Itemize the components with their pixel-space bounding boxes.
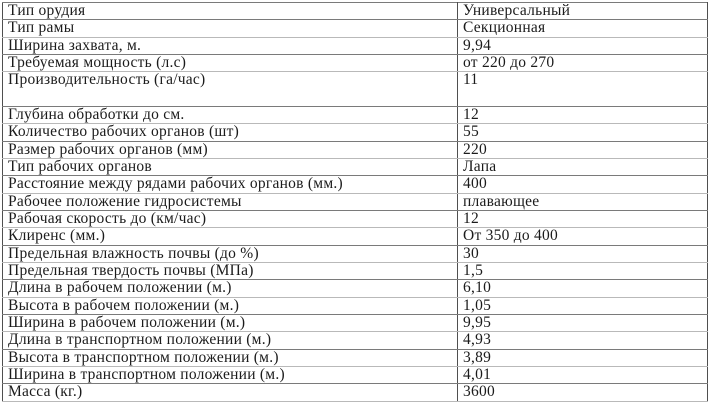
value-cell: Лапа: [458, 158, 708, 175]
value-cell: 3,89: [458, 349, 708, 366]
param-cell: Предельная твердость почвы (МПа): [3, 262, 458, 279]
table-row: [3, 158, 708, 175]
value-cell: от 220 до 270: [458, 55, 708, 72]
param-cell: Глубина обработки до см.: [3, 106, 458, 123]
table-row: [3, 37, 708, 54]
table-row: [3, 280, 708, 297]
param-cell: Высота в рабочем положении (м.): [3, 297, 458, 314]
value-cell: От 350 до 400: [458, 228, 708, 245]
table-row: [3, 262, 708, 279]
param-cell: Размер рабочих органов (мм): [3, 141, 458, 158]
value-cell: 4,93: [458, 332, 708, 349]
value-cell: 220: [458, 141, 708, 158]
table-row: [3, 210, 708, 227]
param-cell: Длина в рабочем положении (м.): [3, 280, 458, 297]
value-cell: 55: [458, 124, 708, 141]
value-cell: 6,10: [458, 280, 708, 297]
param-cell: Тип рамы: [3, 20, 458, 37]
param-cell: Масса (кг.): [3, 384, 458, 401]
param-cell: Рабочее положение гидросистемы: [3, 193, 458, 210]
table-row: [3, 3, 708, 20]
table-row: [3, 176, 708, 193]
value-cell: 9,95: [458, 315, 708, 332]
table-row: [3, 245, 708, 262]
param-cell: Высота в транспортном положении (м.): [3, 349, 458, 366]
value-cell: 30: [458, 245, 708, 262]
value-cell: 400: [458, 176, 708, 193]
param-cell: Клиренс (мм.): [3, 228, 458, 245]
param-cell: Производительность (га/час): [3, 72, 458, 107]
param-cell: Тип рабочих органов: [3, 158, 458, 175]
param-cell: Количество рабочих органов (шт): [3, 124, 458, 141]
value-cell: 12: [458, 210, 708, 227]
param-cell: Ширина захвата, м.: [3, 37, 458, 54]
param-cell: Рабочая скорость до (км/час): [3, 210, 458, 227]
table-row: [3, 72, 708, 107]
table-row: [3, 124, 708, 141]
param-cell: Требуемая мощность (л.с): [3, 55, 458, 72]
value-cell: 12: [458, 106, 708, 123]
spec-table: [2, 2, 708, 402]
table-row: [3, 228, 708, 245]
param-cell: Расстояние между рядами рабочих органов (мм.): [3, 176, 458, 193]
table-row: [3, 20, 708, 37]
table-row: [3, 193, 708, 210]
table-row: [3, 106, 708, 123]
value-cell: 4,01: [458, 367, 708, 384]
value-cell: плавающее: [458, 193, 708, 210]
value-cell: 1,05: [458, 297, 708, 314]
table-row: [3, 349, 708, 366]
table-row: [3, 315, 708, 332]
table-row: [3, 367, 708, 384]
param-cell: Ширина в рабочем положении (м.): [3, 315, 458, 332]
value-cell: 11: [458, 72, 708, 107]
value-cell: 1,5: [458, 262, 708, 279]
value-cell: 3600: [458, 384, 708, 401]
table-row: [3, 384, 708, 401]
param-cell: Длина в транспортном положении (м.): [3, 332, 458, 349]
param-cell: Тип орудия: [3, 3, 458, 20]
spec-table-body: [3, 3, 708, 402]
table-row: [3, 141, 708, 158]
table-row: [3, 55, 708, 72]
param-cell: Ширина в транспортном положении (м.): [3, 367, 458, 384]
table-row: [3, 297, 708, 314]
table-row: [3, 332, 708, 349]
param-cell: Предельная влажность почвы (до %): [3, 245, 458, 262]
value-cell: 9,94: [458, 37, 708, 54]
value-cell: Секционная: [458, 20, 708, 37]
value-cell: Универсальный: [458, 3, 708, 20]
